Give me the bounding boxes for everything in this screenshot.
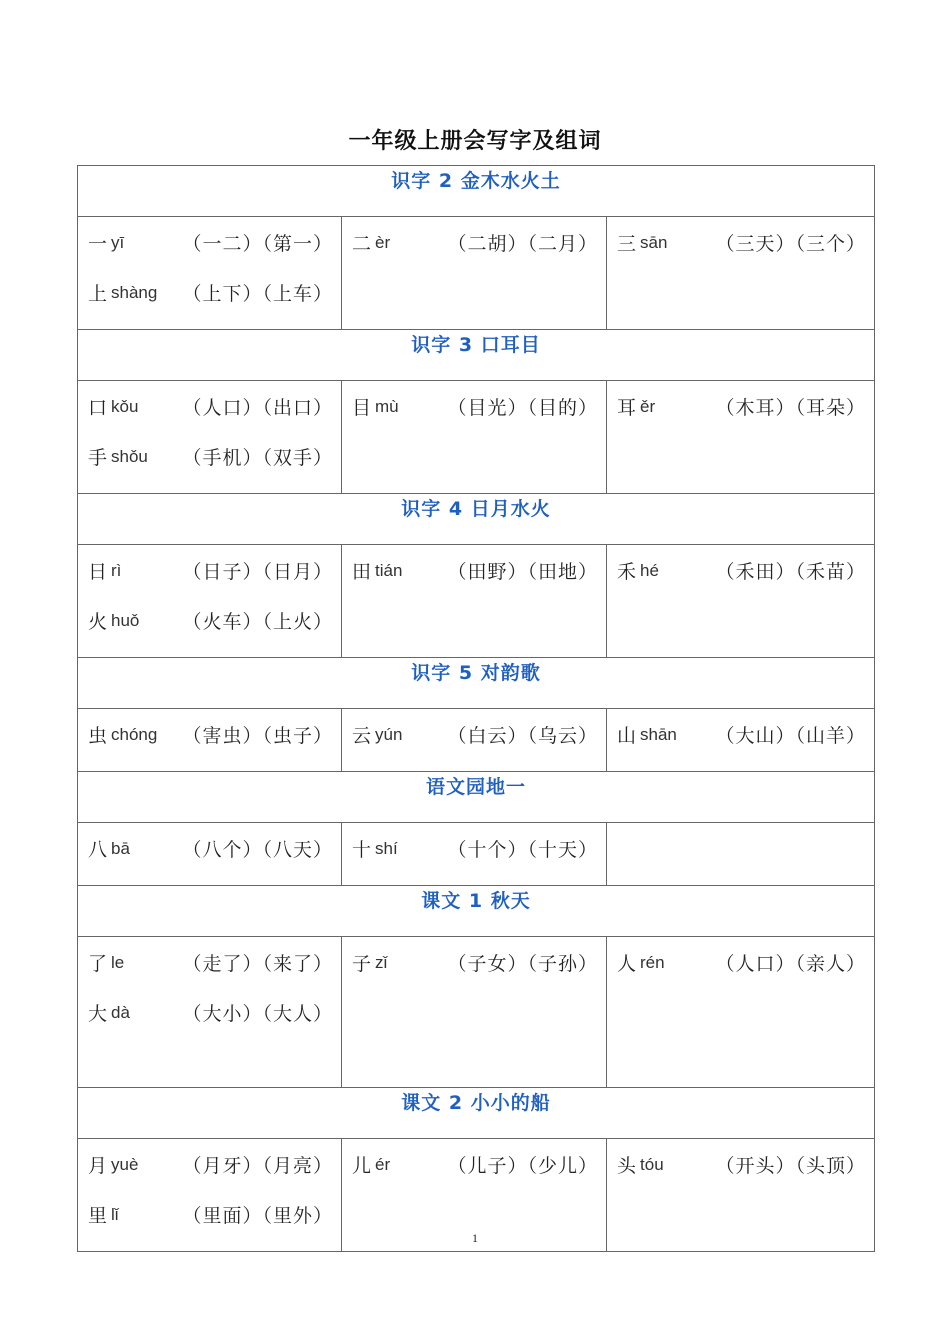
word-group: （一二）（第一） — [182, 233, 333, 255]
pinyin: shí — [375, 838, 398, 858]
character: 人 — [617, 953, 637, 975]
character: 二 — [352, 233, 372, 255]
character: 一 — [88, 233, 108, 255]
character: 儿 — [352, 1155, 372, 1177]
section-heading: 识字 3 口耳目 — [78, 330, 875, 381]
section-header-row — [78, 166, 875, 217]
character-cell — [342, 381, 607, 494]
section-header-row — [78, 886, 875, 937]
word-group: （目光）（目的） — [447, 397, 598, 419]
word-group: （子女）（子孙） — [447, 953, 598, 975]
pinyin: mù — [375, 396, 399, 416]
word-group: （上下）（上车） — [182, 283, 333, 305]
character-cell — [607, 381, 875, 494]
section-header-row — [78, 1088, 875, 1139]
pinyin: shǒu — [111, 446, 148, 466]
pinyin: ěr — [640, 396, 656, 416]
pinyin: huǒ — [111, 610, 140, 630]
character: 了 — [88, 953, 108, 975]
pinyin: zǐ — [375, 952, 388, 972]
pinyin: yuè — [111, 1154, 139, 1174]
pinyin: le — [111, 952, 125, 972]
word-group: （人口）（亲人） — [715, 953, 867, 975]
section-heading: 识字 2 金木水火土 — [78, 166, 875, 217]
section-header-row — [78, 494, 875, 545]
word-group: （里面）（里外） — [182, 1205, 333, 1227]
character-cell — [607, 217, 875, 330]
word-group: （开头）（头顶） — [715, 1155, 867, 1177]
character-entry — [352, 393, 598, 420]
pinyin: rì — [111, 560, 122, 580]
word-group: （月牙）（月亮） — [182, 1155, 333, 1177]
character-entry — [617, 393, 866, 420]
pinyin: yī — [111, 232, 125, 252]
word-group: （人口）（出口） — [182, 397, 333, 419]
character-entry — [617, 1151, 866, 1178]
character-entry — [352, 1151, 598, 1178]
character: 三 — [617, 233, 637, 255]
character-entry — [617, 949, 866, 976]
character: 虫 — [88, 725, 108, 747]
word-group: （三天）（三个） — [715, 233, 867, 255]
word-group: （手机）（双手） — [182, 447, 333, 469]
character: 耳 — [617, 397, 637, 419]
character-entry — [352, 949, 598, 976]
section-header-row — [78, 330, 875, 381]
vocabulary-table — [77, 165, 875, 1252]
pinyin: rén — [640, 952, 665, 972]
character-entry — [617, 229, 866, 256]
word-group: （火车）（上火） — [182, 611, 333, 633]
character: 大 — [88, 1003, 108, 1025]
word-group: （八个）（八天） — [182, 839, 333, 861]
character-entry — [88, 443, 333, 470]
character: 口 — [88, 397, 108, 419]
character-cell — [78, 545, 342, 658]
word-group: （禾田）（禾苗） — [715, 561, 867, 583]
section-content-row — [78, 545, 875, 658]
character-cell — [342, 545, 607, 658]
pinyin: ér — [375, 1154, 391, 1174]
character: 山 — [617, 725, 637, 747]
word-group: （走了）（来了） — [182, 953, 333, 975]
character-entry — [88, 835, 333, 862]
character-entry — [88, 279, 333, 306]
character: 目 — [352, 397, 372, 419]
character-cell — [342, 823, 607, 886]
section-header-row — [78, 658, 875, 709]
pinyin: chóng — [111, 724, 158, 744]
character: 田 — [352, 561, 372, 583]
character-entry — [617, 721, 866, 748]
pinyin: sān — [640, 232, 668, 252]
vocabulary-table-body — [78, 166, 875, 1252]
character-cell — [342, 709, 607, 772]
section-content-row — [78, 217, 875, 330]
word-group: （白云）（乌云） — [447, 725, 598, 747]
character: 里 — [88, 1205, 108, 1227]
word-group: （田野）（田地） — [447, 561, 598, 583]
word-group: （大山）（山羊） — [715, 725, 867, 747]
section-heading: 语文园地一 — [78, 772, 875, 823]
character-entry — [88, 721, 333, 748]
character-entry — [88, 949, 333, 976]
character: 十 — [352, 839, 372, 861]
character: 火 — [88, 611, 108, 633]
word-group: （日子）（日月） — [182, 561, 333, 583]
character-cell — [78, 381, 342, 494]
pinyin: hé — [640, 560, 659, 580]
character-entry — [88, 557, 333, 584]
word-group: （害虫）（虫子） — [182, 725, 333, 747]
character-entry — [88, 229, 333, 256]
pinyin: yún — [375, 724, 403, 744]
character-entry — [352, 721, 598, 748]
character: 头 — [617, 1155, 637, 1177]
page-title: 一年级上册会写字及组词 — [348, 129, 602, 154]
character-entry — [617, 557, 866, 584]
pinyin: shàng — [111, 282, 158, 302]
pinyin: lǐ — [111, 1204, 119, 1224]
pinyin: kǒu — [111, 396, 139, 416]
section-content-row — [78, 823, 875, 886]
section-content-row — [78, 381, 875, 494]
pinyin: bā — [111, 838, 130, 858]
section-content-row — [78, 709, 875, 772]
word-group: （二胡）（二月） — [447, 233, 598, 255]
pinyin: èr — [375, 232, 391, 252]
character-entry — [352, 835, 598, 862]
section-header-row — [78, 772, 875, 823]
character-cell — [607, 823, 875, 886]
character-entry — [88, 999, 333, 1026]
character: 八 — [88, 839, 108, 861]
character: 子 — [352, 953, 372, 975]
character: 手 — [88, 447, 108, 469]
pinyin: tián — [375, 560, 403, 580]
character: 日 — [88, 561, 108, 583]
page-number: 1 — [472, 1231, 478, 1245]
character-cell — [78, 937, 342, 1088]
word-group: （大小）（大人） — [182, 1003, 333, 1025]
character-entry — [352, 229, 598, 256]
word-group: （木耳）（耳朵） — [715, 397, 867, 419]
pinyin: tóu — [640, 1154, 664, 1174]
character-entry — [88, 1201, 333, 1228]
character-cell — [607, 937, 875, 1088]
section-heading: 识字 5 对韵歌 — [78, 658, 875, 709]
character-cell — [342, 937, 607, 1088]
character-entry — [352, 557, 598, 584]
section-heading: 识字 4 日月水火 — [78, 494, 875, 545]
word-group: （儿子）（少儿） — [447, 1155, 598, 1177]
character-entry — [88, 393, 333, 420]
character-cell — [78, 709, 342, 772]
character: 月 — [88, 1155, 108, 1177]
character-entry — [88, 607, 333, 634]
pinyin: dà — [111, 1002, 130, 1022]
character-cell — [607, 545, 875, 658]
character: 云 — [352, 725, 372, 747]
character-cell — [78, 217, 342, 330]
character: 上 — [88, 283, 108, 305]
section-heading: 课文 2 小小的船 — [78, 1088, 875, 1139]
section-content-row — [78, 937, 875, 1088]
word-group: （十个）（十天） — [447, 839, 598, 861]
pinyin: shān — [640, 724, 677, 744]
character-cell — [607, 709, 875, 772]
character-entry — [88, 1151, 333, 1178]
character-cell — [78, 823, 342, 886]
character: 禾 — [617, 561, 637, 583]
section-heading: 课文 1 秋天 — [78, 886, 875, 937]
character-cell — [342, 217, 607, 330]
